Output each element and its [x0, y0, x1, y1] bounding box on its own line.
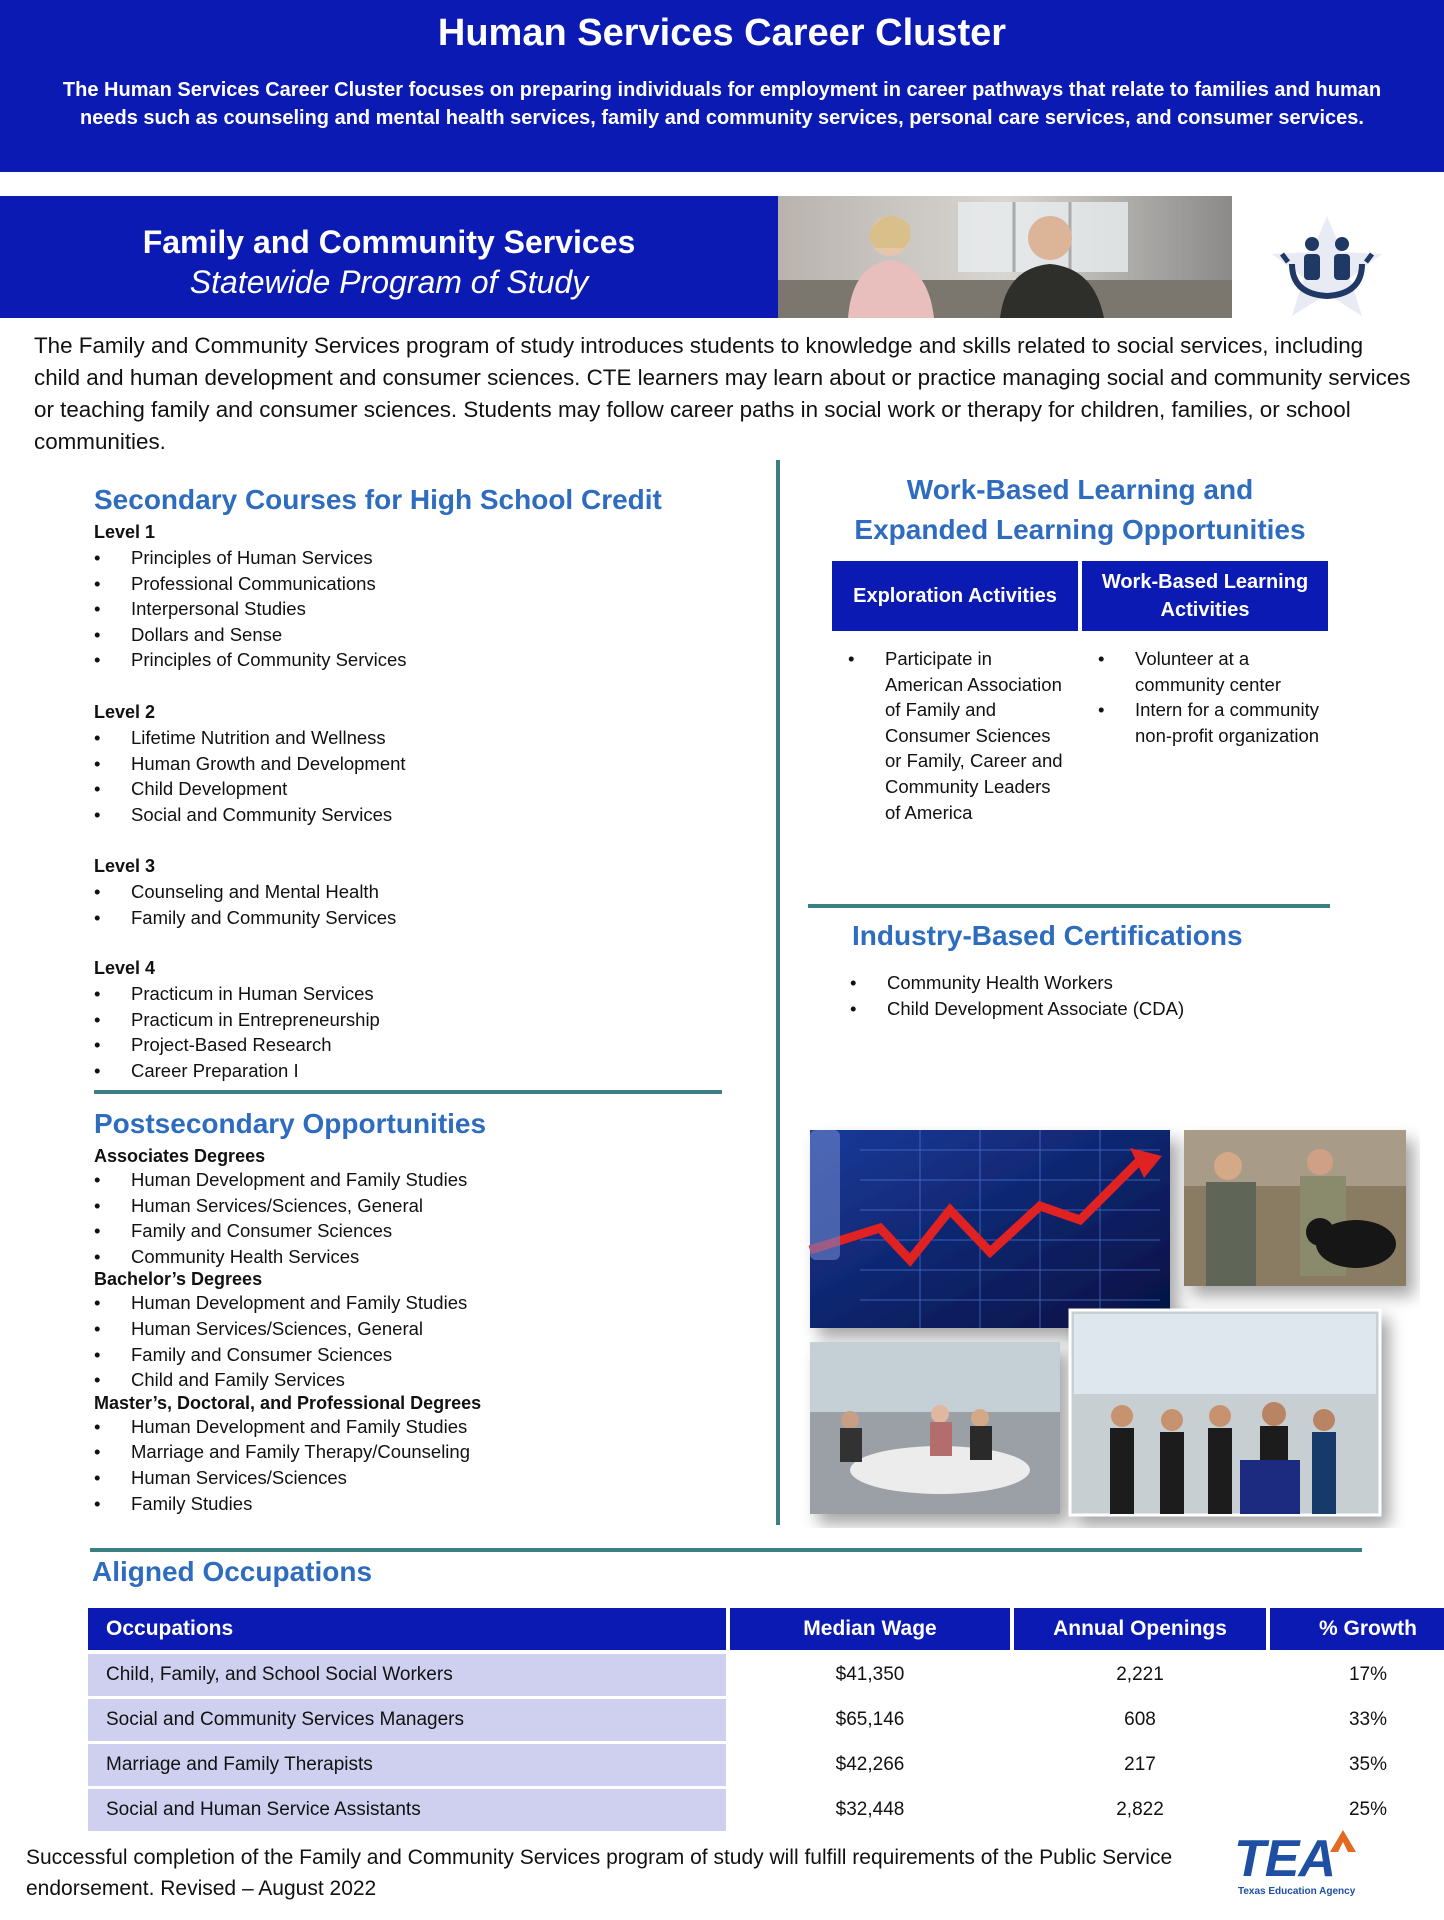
list-item: • Participate in American Association of Family and Consumer Sciences or Family, Career and Community Leaders of America	[848, 646, 1070, 825]
tea-logo-roof-icon	[1330, 1830, 1356, 1852]
list-item: • Child and Family Services	[94, 1367, 481, 1393]
work-based-header: Work-Based Learning Activities	[1082, 561, 1328, 631]
table-header-row	[88, 1608, 1417, 1650]
level-label: Level 3	[94, 856, 156, 876]
list-item: • Marriage and Family Therapy/Counseling	[94, 1439, 481, 1465]
occupation-name: Marriage and Family Therapists	[88, 1744, 726, 1786]
list-item: • Project-Based Research	[94, 1032, 380, 1058]
level-1-block	[94, 522, 407, 673]
median-wage: $42,266	[835, 1754, 905, 1775]
list-item: • Family Studies	[94, 1491, 481, 1517]
table-row	[88, 1654, 1388, 1696]
level-2-block	[94, 702, 406, 827]
wbl-title-line2: Expanded Learning Opportunities	[854, 514, 1306, 545]
list-item: • Family and Community Services	[94, 905, 396, 931]
degree-label: Bachelor’s Degrees	[94, 1269, 263, 1290]
median-wage: $32,448	[835, 1799, 905, 1820]
list-item: • Lifetime Nutrition and Wellness	[94, 725, 406, 751]
list-item: • Interpersonal Studies	[94, 596, 407, 622]
list-item: • Family and Consumer Sciences	[94, 1218, 481, 1244]
list-item: • Practicum in Entrepreneurship	[94, 1007, 380, 1033]
list-item: • Social and Community Services	[94, 802, 406, 828]
occupation-name: Social and Human Service Assistants	[88, 1789, 726, 1831]
list-item: • Principles of Human Services	[94, 545, 407, 571]
occupation-name: Social and Community Services Managers	[88, 1699, 726, 1741]
postsecondary-list	[94, 1146, 481, 1516]
exploration-list	[848, 646, 1070, 825]
list-item: • Volunteer at a community center	[1098, 646, 1328, 697]
level-label: Level 4	[94, 958, 156, 978]
cluster-title: Human Services Career Cluster	[437, 12, 1007, 54]
level-4-block	[94, 958, 380, 1083]
secondary-courses-heading: Secondary Courses for High School Credit	[94, 484, 662, 515]
program-intro: The Family and Community Services program of study introduces students to knowledge and skills related to social services, including child and human development and consumer sciences. CTE learners may learn about or practice managing social and community services or teaching family and consumer sciences. Students may follow career paths in social work or therapy for children, families, or school communities.	[34, 333, 1411, 454]
occupation-name: Child, Family, and School Social Workers	[88, 1654, 726, 1696]
hero-photo	[778, 196, 1232, 318]
annual-openings: 2,822	[1116, 1799, 1164, 1820]
list-item: • Career Preparation I	[94, 1058, 380, 1084]
cluster-star-people-icon	[1262, 212, 1392, 322]
list-item: • Dollars and Sense	[94, 622, 407, 648]
degree-label: Associates Degrees	[94, 1146, 266, 1166]
level-3-block	[94, 856, 396, 930]
growth-percent: 35%	[1348, 1754, 1388, 1775]
table-row	[88, 1789, 1388, 1831]
tea-logo-text: TEA	[1234, 1830, 1335, 1888]
annual-openings: 2,221	[1116, 1664, 1164, 1685]
section-rule	[808, 904, 1330, 908]
program-banner	[0, 196, 778, 318]
exploration-header: Exploration Activities	[832, 561, 1078, 631]
table-row	[88, 1744, 1388, 1786]
list-item: • Family and Consumer Sciences	[94, 1342, 481, 1368]
list-item: • Counseling and Mental Health	[94, 879, 396, 905]
level-label: Level 1	[94, 522, 156, 542]
photo-collage	[800, 1120, 1420, 1528]
certifications-list	[850, 970, 1330, 1021]
list-item: • Community Health Services	[94, 1244, 481, 1270]
list-item: • Human Development and Family Studies	[94, 1414, 481, 1440]
program-title: Family and Community Services	[142, 224, 636, 260]
list-item: • Human Services/Sciences	[94, 1465, 481, 1491]
header-median-wage: Median Wage	[730, 1608, 1010, 1650]
header-occupations: Occupations	[88, 1608, 726, 1650]
work-based-list	[1098, 646, 1328, 748]
list-item: • Human Services/Sciences, General	[94, 1316, 481, 1342]
list-item: • Human Development and Family Studies	[94, 1167, 481, 1193]
header-annual-openings: Annual Openings	[1014, 1608, 1266, 1650]
growth-percent: 25%	[1348, 1799, 1388, 1820]
section-rule	[90, 1548, 1362, 1552]
list-item: • Community Health Workers	[850, 970, 1330, 996]
list-item: • Professional Communications	[94, 571, 407, 597]
wbl-title-line1: Work-Based Learning and	[906, 474, 1254, 505]
program-subtitle: Statewide Program of Study	[189, 264, 589, 300]
list-item: • Human Development and Family Studies	[94, 1290, 481, 1316]
cluster-banner	[0, 0, 1444, 172]
list-item: • Principles of Community Services	[94, 647, 407, 673]
list-item: • Human Services/Sciences, General	[94, 1193, 481, 1219]
aligned-occupations-heading: Aligned Occupations	[92, 1556, 373, 1587]
growth-percent: 17%	[1348, 1664, 1388, 1685]
list-item: • Child Development	[94, 776, 406, 802]
list-item: • Intern for a community non-profit organization	[1098, 697, 1328, 748]
annual-openings: 608	[1124, 1709, 1156, 1730]
degree-label: Master’s, Doctoral, and Professional Degrees	[94, 1392, 482, 1413]
section-rule	[94, 1090, 722, 1094]
list-item: • Practicum in Human Services	[94, 981, 380, 1007]
growth-percent: 33%	[1348, 1709, 1388, 1730]
certifications-heading: Industry-Based Certifications	[852, 920, 1243, 951]
table-row	[88, 1699, 1388, 1741]
column-divider	[776, 460, 780, 1525]
footer-note: Successful completion of the Family and Community Services program of study will fulfill requirements of the Public Service endorsement. Revised – August 2022	[26, 1846, 1173, 1900]
level-label: Level 2	[94, 702, 156, 722]
median-wage: $41,350	[835, 1664, 905, 1685]
wbl-heading	[800, 470, 1360, 550]
tea-logo	[1234, 1832, 1374, 1904]
list-item: • Child Development Associate (CDA)	[850, 996, 1330, 1022]
list-item: • Human Growth and Development	[94, 751, 406, 777]
postsecondary-heading: Postsecondary Opportunities	[94, 1108, 487, 1139]
median-wage: $65,146	[835, 1709, 905, 1730]
header-growth: % Growth	[1270, 1608, 1444, 1650]
cluster-description: The Human Services Career Cluster focuses on preparing individuals for employment in career pathways that relate to families and human needs such as counseling and mental health services, family and community services, personal care services, and consumer services.	[62, 79, 1382, 129]
tea-logo-subtext: Texas Education Agency	[1238, 1886, 1356, 1897]
annual-openings: 217	[1124, 1754, 1156, 1775]
